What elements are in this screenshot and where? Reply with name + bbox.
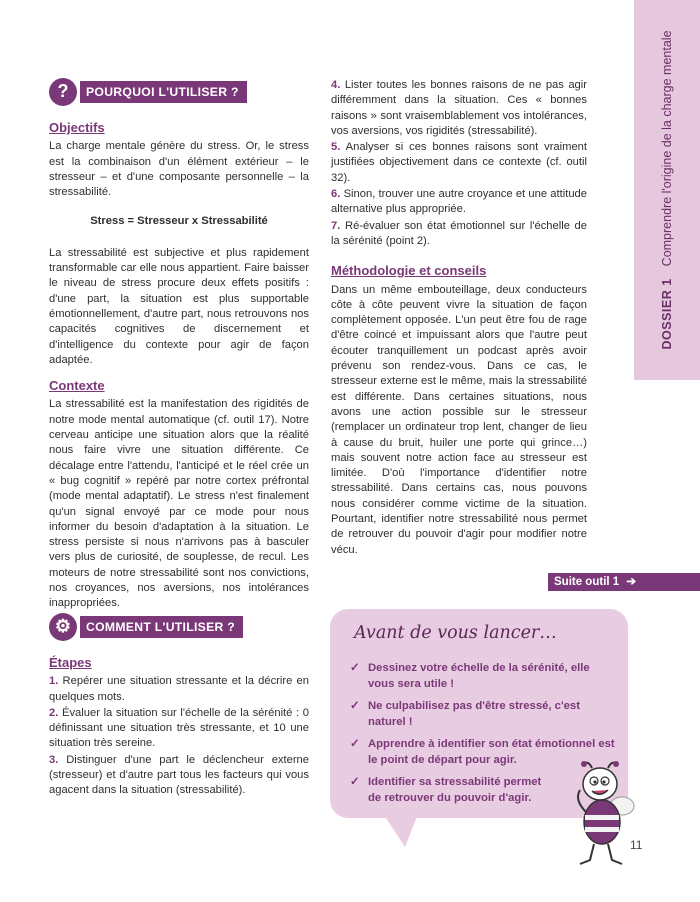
objectifs-heading: Objectifs <box>49 120 105 135</box>
why-label: POURQUOI L'UTILISER ? <box>80 81 247 103</box>
continue-tool-banner[interactable] <box>548 573 700 591</box>
how-header <box>49 613 309 641</box>
step-text: Ré-évaluer son état émotionnel sur l'échelle de la sérénité (point 2). <box>331 219 588 247</box>
tip-text: Ne culpabilisez pas d'être stressé, c'est naturel ! <box>368 700 580 728</box>
methodo-heading: Méthodologie et conseils <box>331 263 487 279</box>
etapes-heading: Étapes <box>49 655 92 670</box>
step-text: Sinon, trouver une autre croyance et une attitude alternative plus appropriée. <box>331 188 587 216</box>
bee-mascot-illustration <box>570 760 643 870</box>
objectifs-paragraph-1: La charge mentale génère du stress. Or, le stress est la combinaison d'un élément extérieur – le stresseur – et d'une composante personnelle – la stressabilité. <box>49 140 309 199</box>
step-text: Lister toutes les bonnes raisons de ne pas agir différemment dans la situation. Ces « bonnes raisons » sont vraisemblablement vos intolérances, vos aversions, vos rigidités (stressabilité). <box>331 79 587 137</box>
tip-box-title: Avant de vous lancer… <box>354 623 557 643</box>
check-icon: ✓ <box>350 700 360 712</box>
tip-item <box>350 661 616 692</box>
chapter-tab-text <box>660 30 674 349</box>
step-item <box>331 187 587 218</box>
how-label: COMMENT L'UTILISER ? <box>80 616 243 638</box>
check-icon: ✓ <box>350 662 360 674</box>
stress-formula: Stress = Stresseur x Stressabilité <box>90 215 268 228</box>
check-icon: ✓ <box>350 738 360 750</box>
step-number: 5. <box>331 141 341 154</box>
tip-text: Identifier sa stressabilité permet de retrouver du pouvoir d'agir. <box>368 776 542 804</box>
right-column <box>331 78 587 565</box>
why-header <box>49 78 309 106</box>
page-number: 11 <box>630 838 643 852</box>
step-number: 4. <box>331 79 341 91</box>
left-column-how <box>49 613 309 800</box>
step-item <box>331 140 587 186</box>
gear-icon: ⚙ <box>49 613 77 641</box>
chapter-title: Comprendre l'origine de la charge mentale <box>660 30 674 267</box>
step-number: 7. <box>331 219 341 232</box>
step-item <box>331 219 587 250</box>
speech-tail <box>380 809 420 849</box>
methodo-paragraph: Dans un même embouteillage, deux conducteurs côte à côte peuvent vivre la situation de façon complètement opposée. L'un peut être fou de rage d'être coincé et impuissant alors que l'autre peut écouter tranquillement un podcast après avoir prévenu son rendez-vous. Dans ce cas, le stresseur externe est le même, mais la stressabilité est différente. Dans certaines situations, nous avons une action possible sur le stresseur (remplacer un ordinateur trop lent, changer de lieu à cause du bruit, huiler une porte qui grince…) mais souvent notre action face au stresseur est limitée. D'où l'importance d'identifier notre stressabilité. Dans certains cas, nous pouvons nous considérer comme victime de la situation. Pourtant, identifier notre stressabilité nous permet de retrouver du pouvoir d'agir pour modifier notre vécu. <box>331 283 587 556</box>
step-number: 1. <box>49 675 59 688</box>
step-item <box>49 753 309 799</box>
step-number: 2. <box>49 706 59 719</box>
step-text: Évaluer la situation sur l'échelle de la sérénité : 0 définissant une situation très stressante, et 10 une situation très sereine. <box>49 706 310 750</box>
continue-tool-label: Suite outil 1 <box>554 576 620 588</box>
question-icon: ? <box>49 78 77 106</box>
step-item <box>49 674 309 705</box>
step-number: 3. <box>49 753 59 766</box>
tip-item <box>350 775 555 806</box>
contexte-heading: Contexte <box>49 378 105 394</box>
left-column <box>49 78 309 619</box>
contexte-paragraph: La stressabilité est la manifestation des rigidités de notre mode mental automatique (cf. outil 17). Notre cerveau anticipe une situation alors que la réalité nous faire vivre une situation différente. Ce décalage entre l'attendu, l'anticipé et le réel crée un « bug cognitif » repéré par notre cortex préfrontal (mode mental adaptatif). Le stress n'est finalement qu'un signal envoyé par ce mode pour nous informer du besoin d'adaptation à la situation. Le stress persiste si nous n'arrivons pas à basculer vers plus de curiosité, de souplesse, de recul. Les moteurs de notre stressabilité sont nos convictions, nos croyances, nos aversions, nos intolérances inappropriées. <box>49 398 309 610</box>
tip-text: Apprendre à identifier son état émotionnel est le point de départ pour agir. <box>368 738 615 766</box>
tip-text: Dessinez votre échelle de la sérénité, elle vous sera utile ! <box>368 662 590 690</box>
step-item <box>331 78 587 139</box>
step-text: Analyser si ces bonnes raisons sont vraiment justifiées objectivement dans ce contexte (cf. outil 32). <box>331 141 587 184</box>
arrow-right-icon: ➔ <box>626 576 637 588</box>
dossier-label: DOSSIER 1 <box>660 278 674 350</box>
step-item <box>49 706 309 752</box>
step-text: Distinguer d'une part le déclencheur externe (stresseur) et d'autre part tous les facteurs qui vous agacent dans la situation (stressabilité). <box>49 753 310 797</box>
step-text: Repérer une situation stressante et la décrire en quelques mots. <box>49 675 309 703</box>
step-number: 6. <box>331 188 341 201</box>
chapter-tab <box>634 0 700 380</box>
tip-item <box>350 699 616 730</box>
objectifs-paragraph-2: La stressabilité est subjective et plus rapidement transformable car elle nous appartient. Faire baisser le niveau de stress procure deux effets positifs : d'une part, la situation est plus supportable émotionnellement, d'autre part, nous retrouvons nos capacités cognitives de discernement et d'intelligence du contexte pour agir de façon adaptée. <box>49 246 309 366</box>
check-icon: ✓ <box>350 776 360 788</box>
